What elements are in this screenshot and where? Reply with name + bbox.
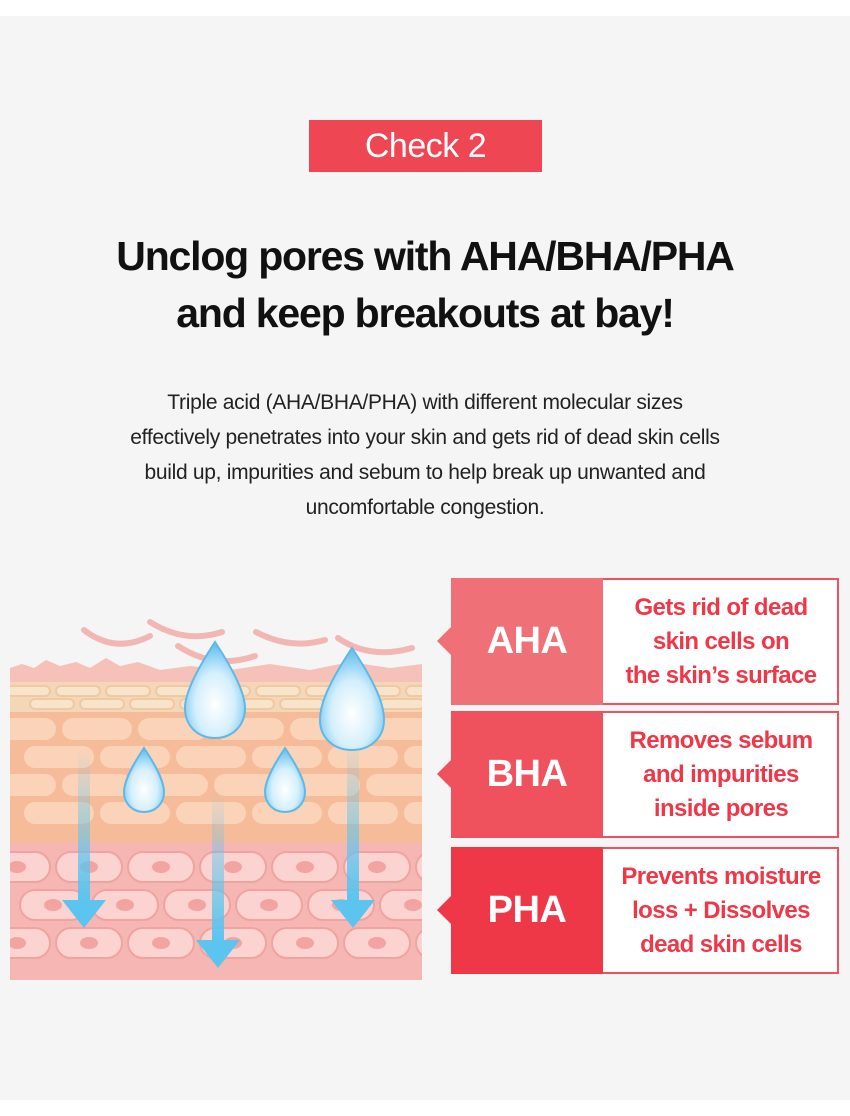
acid-description (603, 713, 839, 836)
acid-label-bha (451, 711, 603, 838)
description (0, 385, 850, 525)
acid-name: PHA (487, 889, 567, 931)
acid-label-aha (451, 578, 603, 705)
acid-desc-line: and impurities (643, 760, 799, 788)
acid-row-aha (451, 578, 839, 705)
skin-layer-illustration (0, 590, 440, 990)
title-line-2: and keep breakouts at bay! (176, 290, 674, 336)
label-pointer (437, 760, 451, 788)
acid-desc-line: loss + Dissolves (632, 896, 810, 924)
description-line-2: effectively penetrates into your skin and gets rid of dead skin cells (130, 426, 720, 449)
label-pointer (437, 627, 451, 655)
acid-row-bha (451, 711, 839, 838)
label-pointer (437, 896, 451, 924)
page-title (0, 228, 850, 342)
acid-row-pha (451, 847, 839, 974)
acid-desc-line: the skin’s surface (625, 661, 817, 689)
description-line-3: build up, impurities and sebum to help break up unwanted and (144, 461, 706, 484)
dead-skin-flakes (84, 622, 412, 661)
description-line-4: uncomfortable congestion. (305, 496, 545, 519)
acid-desc-line: Gets rid of dead (634, 593, 808, 621)
acid-desc-line: skin cells on (652, 627, 790, 655)
acid-name: AHA (486, 620, 568, 662)
acid-name: BHA (486, 753, 568, 795)
acid-desc-line: Prevents moisture (621, 862, 821, 890)
description-line-1: Triple acid (AHA/BHA/PHA) with different molecular sizes (167, 391, 683, 414)
acid-desc-line: dead skin cells (640, 930, 802, 958)
check-badge: Check 2 (309, 120, 542, 172)
acid-description (603, 849, 839, 972)
title-line-1: Unclog pores with AHA/BHA/PHA (116, 233, 734, 279)
acid-description (603, 580, 839, 703)
acid-desc-line: Removes sebum (629, 726, 813, 754)
acid-label-pha (451, 847, 603, 974)
acid-desc-line: inside pores (653, 794, 789, 822)
